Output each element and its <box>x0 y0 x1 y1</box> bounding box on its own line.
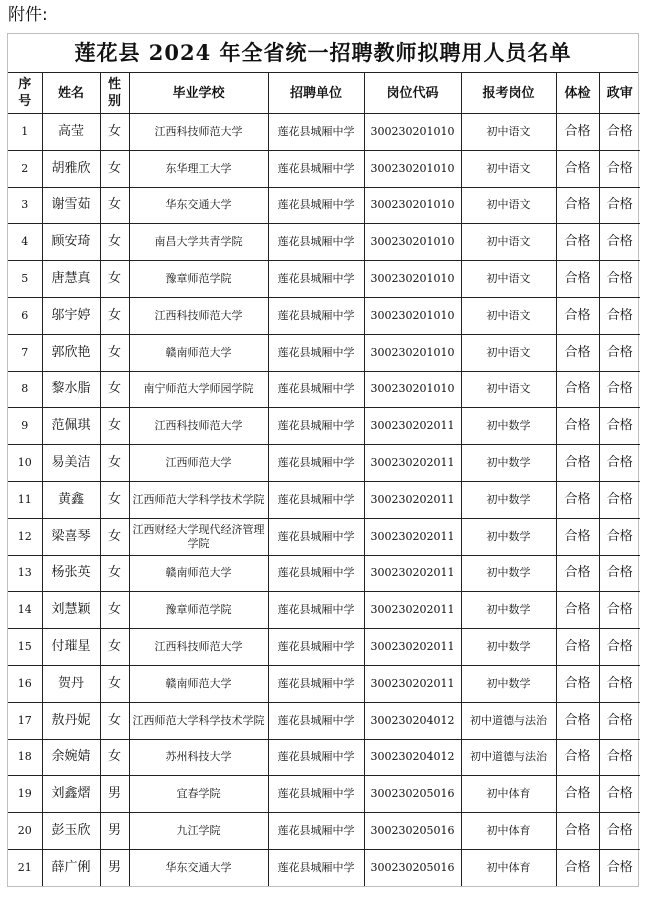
header-row <box>8 73 640 114</box>
table-row <box>8 481 640 518</box>
row-position: 初中数学 <box>461 592 556 629</box>
table-row <box>8 371 640 408</box>
row-position-code: 300230201010 <box>364 334 461 371</box>
row-no: 8 <box>8 371 42 408</box>
row-position-code: 300230201010 <box>364 114 461 151</box>
row-position: 初中语文 <box>461 334 556 371</box>
row-medical-check: 合格 <box>556 408 599 445</box>
row-position-code: 300230205016 <box>364 849 461 885</box>
table-row <box>8 224 640 261</box>
row-no: 5 <box>8 261 42 298</box>
row-unit: 莲花县城厢中学 <box>268 629 364 666</box>
row-unit: 莲花县城厢中学 <box>268 371 364 408</box>
row-position: 初中数学 <box>461 665 556 702</box>
row-unit: 莲花县城厢中学 <box>268 518 364 555</box>
row-no: 2 <box>8 150 42 187</box>
row-political-review: 合格 <box>599 629 640 666</box>
row-no: 6 <box>8 297 42 334</box>
table-row <box>8 813 640 850</box>
row-unit: 莲花县城厢中学 <box>268 261 364 298</box>
row-position-code: 300230202011 <box>364 592 461 629</box>
row-school: 江西科技师范大学 <box>129 297 268 334</box>
row-position: 初中语文 <box>461 224 556 261</box>
row-medical-check: 合格 <box>556 297 599 334</box>
row-medical-check: 合格 <box>556 592 599 629</box>
row-name: 薛广俐 <box>42 849 100 885</box>
row-school: 豫章师范学院 <box>129 592 268 629</box>
row-political-review: 合格 <box>599 849 640 885</box>
row-position-code: 300230204012 <box>364 739 461 776</box>
table-row <box>8 702 640 739</box>
table-row <box>8 297 640 334</box>
row-gender: 女 <box>100 665 129 702</box>
row-no: 4 <box>8 224 42 261</box>
row-name: 梁喜琴 <box>42 518 100 555</box>
row-school: 华东交通大学 <box>129 187 268 224</box>
row-medical-check: 合格 <box>556 555 599 592</box>
row-no: 7 <box>8 334 42 371</box>
row-name: 余婉婧 <box>42 739 100 776</box>
row-position: 初中数学 <box>461 481 556 518</box>
row-no: 1 <box>8 114 42 151</box>
row-political-review: 合格 <box>599 187 640 224</box>
table-row <box>8 776 640 813</box>
row-position: 初中道德与法治 <box>461 739 556 776</box>
table-row <box>8 555 640 592</box>
row-school: 江西科技师范大学 <box>129 629 268 666</box>
row-position: 初中数学 <box>461 629 556 666</box>
row-name: 黄鑫 <box>42 481 100 518</box>
row-position-code: 300230201010 <box>364 371 461 408</box>
row-name: 刘慧颖 <box>42 592 100 629</box>
row-no: 20 <box>8 813 42 850</box>
row-medical-check: 合格 <box>556 150 599 187</box>
row-medical-check: 合格 <box>556 776 599 813</box>
header-no: 序号 <box>8 73 42 114</box>
row-name: 易美洁 <box>42 445 100 482</box>
row-medical-check: 合格 <box>556 665 599 702</box>
row-no: 14 <box>8 592 42 629</box>
row-political-review: 合格 <box>599 261 640 298</box>
row-political-review: 合格 <box>599 150 640 187</box>
row-name: 范佩琪 <box>42 408 100 445</box>
row-political-review: 合格 <box>599 408 640 445</box>
row-no: 13 <box>8 555 42 592</box>
row-position: 初中体育 <box>461 849 556 885</box>
row-position: 初中语文 <box>461 297 556 334</box>
row-medical-check: 合格 <box>556 702 599 739</box>
row-medical-check: 合格 <box>556 114 599 151</box>
document-title: 莲花县 2024 年全省统一招聘教师拟聘用人员名单 <box>8 34 638 73</box>
row-position-code: 300230202011 <box>364 629 461 666</box>
row-no: 19 <box>8 776 42 813</box>
header-gender: 性别 <box>100 73 129 114</box>
row-unit: 莲花县城厢中学 <box>268 187 364 224</box>
row-gender: 女 <box>100 224 129 261</box>
row-name: 郭欣艳 <box>42 334 100 371</box>
table-row <box>8 261 640 298</box>
row-position: 初中语文 <box>461 187 556 224</box>
row-medical-check: 合格 <box>556 518 599 555</box>
row-school: 江西科技师范大学 <box>129 408 268 445</box>
row-gender: 女 <box>100 371 129 408</box>
row-gender: 女 <box>100 334 129 371</box>
row-gender: 女 <box>100 739 129 776</box>
row-political-review: 合格 <box>599 481 640 518</box>
row-position-code: 300230202011 <box>364 518 461 555</box>
row-position: 初中体育 <box>461 813 556 850</box>
row-position-code: 300230205016 <box>364 776 461 813</box>
row-political-review: 合格 <box>599 114 640 151</box>
row-gender: 女 <box>100 445 129 482</box>
row-name: 付璀星 <box>42 629 100 666</box>
row-no: 12 <box>8 518 42 555</box>
row-position-code: 300230202011 <box>364 481 461 518</box>
row-unit: 莲花县城厢中学 <box>268 555 364 592</box>
row-political-review: 合格 <box>599 813 640 850</box>
table-row <box>8 150 640 187</box>
row-gender: 女 <box>100 297 129 334</box>
row-gender: 女 <box>100 629 129 666</box>
row-name: 黎水脂 <box>42 371 100 408</box>
row-position: 初中体育 <box>461 776 556 813</box>
row-unit: 莲花县城厢中学 <box>268 114 364 151</box>
row-position-code: 300230202011 <box>364 408 461 445</box>
row-unit: 莲花县城厢中学 <box>268 224 364 261</box>
table-row <box>8 592 640 629</box>
row-no: 21 <box>8 849 42 885</box>
row-name: 杨张英 <box>42 555 100 592</box>
row-no: 11 <box>8 481 42 518</box>
header-political: 政审 <box>599 73 640 114</box>
roster-table <box>8 73 640 886</box>
row-position-code: 300230201010 <box>364 261 461 298</box>
row-school: 江西师范大学科学技术学院 <box>129 702 268 739</box>
row-school: 赣南师范大学 <box>129 665 268 702</box>
table-row <box>8 445 640 482</box>
row-gender: 女 <box>100 481 129 518</box>
row-medical-check: 合格 <box>556 813 599 850</box>
table-row <box>8 518 640 555</box>
row-no: 18 <box>8 739 42 776</box>
row-medical-check: 合格 <box>556 187 599 224</box>
row-unit: 莲花县城厢中学 <box>268 813 364 850</box>
row-school: 赣南师范大学 <box>129 334 268 371</box>
row-name: 贺丹 <box>42 665 100 702</box>
row-name: 唐慧真 <box>42 261 100 298</box>
row-position-code: 300230201010 <box>364 150 461 187</box>
row-position-code: 300230202011 <box>364 665 461 702</box>
row-position: 初中数学 <box>461 555 556 592</box>
row-no: 16 <box>8 665 42 702</box>
row-gender: 女 <box>100 518 129 555</box>
row-gender: 女 <box>100 408 129 445</box>
row-school: 东华理工大学 <box>129 150 268 187</box>
row-position: 初中语文 <box>461 371 556 408</box>
table-row <box>8 665 640 702</box>
table-row <box>8 629 640 666</box>
row-political-review: 合格 <box>599 665 640 702</box>
row-unit: 莲花县城厢中学 <box>268 297 364 334</box>
row-position: 初中数学 <box>461 518 556 555</box>
row-school: 南昌大学共青学院 <box>129 224 268 261</box>
row-name: 谢雪茹 <box>42 187 100 224</box>
row-unit: 莲花县城厢中学 <box>268 481 364 518</box>
row-medical-check: 合格 <box>556 739 599 776</box>
row-political-review: 合格 <box>599 445 640 482</box>
row-position: 初中数学 <box>461 445 556 482</box>
row-political-review: 合格 <box>599 371 640 408</box>
row-gender: 女 <box>100 261 129 298</box>
roster-sheet <box>7 33 639 887</box>
table-row <box>8 334 640 371</box>
row-medical-check: 合格 <box>556 334 599 371</box>
row-position-code: 300230205016 <box>364 813 461 850</box>
attachment-label: 附件: <box>8 5 48 25</box>
header-code: 岗位代码 <box>364 73 461 114</box>
row-political-review: 合格 <box>599 555 640 592</box>
row-name: 敖丹妮 <box>42 702 100 739</box>
header-medical: 体检 <box>556 73 599 114</box>
row-unit: 莲花县城厢中学 <box>268 665 364 702</box>
table-row <box>8 408 640 445</box>
table-row <box>8 187 640 224</box>
row-name: 刘鑫熠 <box>42 776 100 813</box>
header-school: 毕业学校 <box>129 73 268 114</box>
row-position-code: 300230204012 <box>364 702 461 739</box>
header-unit: 招聘单位 <box>268 73 364 114</box>
row-medical-check: 合格 <box>556 629 599 666</box>
row-position: 初中语文 <box>461 114 556 151</box>
row-no: 9 <box>8 408 42 445</box>
row-name: 邬宇婷 <box>42 297 100 334</box>
row-name: 彭玉欣 <box>42 813 100 850</box>
row-unit: 莲花县城厢中学 <box>268 445 364 482</box>
row-position: 初中道德与法治 <box>461 702 556 739</box>
table-row <box>8 849 640 885</box>
row-political-review: 合格 <box>599 334 640 371</box>
row-position-code: 300230201010 <box>364 297 461 334</box>
row-gender: 女 <box>100 114 129 151</box>
row-no: 3 <box>8 187 42 224</box>
row-school: 江西师范大学 <box>129 445 268 482</box>
row-unit: 莲花县城厢中学 <box>268 739 364 776</box>
row-political-review: 合格 <box>599 518 640 555</box>
row-unit: 莲花县城厢中学 <box>268 592 364 629</box>
row-unit: 莲花县城厢中学 <box>268 776 364 813</box>
row-no: 10 <box>8 445 42 482</box>
row-unit: 莲花县城厢中学 <box>268 849 364 885</box>
row-gender: 女 <box>100 702 129 739</box>
row-medical-check: 合格 <box>556 445 599 482</box>
row-position: 初中语文 <box>461 150 556 187</box>
row-political-review: 合格 <box>599 739 640 776</box>
row-political-review: 合格 <box>599 297 640 334</box>
row-no: 15 <box>8 629 42 666</box>
row-political-review: 合格 <box>599 702 640 739</box>
row-school: 江西师范大学科学技术学院 <box>129 481 268 518</box>
row-unit: 莲花县城厢中学 <box>268 702 364 739</box>
row-school: 南宁师范大学师园学院 <box>129 371 268 408</box>
row-gender: 男 <box>100 813 129 850</box>
table-row <box>8 114 640 151</box>
header-name: 姓名 <box>42 73 100 114</box>
row-political-review: 合格 <box>599 776 640 813</box>
row-school: 豫章师范学院 <box>129 261 268 298</box>
row-medical-check: 合格 <box>556 481 599 518</box>
row-political-review: 合格 <box>599 224 640 261</box>
row-position-code: 300230202011 <box>364 445 461 482</box>
row-position: 初中数学 <box>461 408 556 445</box>
row-school: 江西科技师范大学 <box>129 114 268 151</box>
header-position: 报考岗位 <box>461 73 556 114</box>
row-unit: 莲花县城厢中学 <box>268 408 364 445</box>
row-name: 胡雅欣 <box>42 150 100 187</box>
row-unit: 莲花县城厢中学 <box>268 334 364 371</box>
row-school: 华东交通大学 <box>129 849 268 885</box>
row-medical-check: 合格 <box>556 849 599 885</box>
row-school: 九江学院 <box>129 813 268 850</box>
row-school: 苏州科技大学 <box>129 739 268 776</box>
row-gender: 女 <box>100 187 129 224</box>
table-row <box>8 739 640 776</box>
row-gender: 男 <box>100 776 129 813</box>
row-medical-check: 合格 <box>556 261 599 298</box>
row-gender: 女 <box>100 555 129 592</box>
row-medical-check: 合格 <box>556 224 599 261</box>
row-gender: 女 <box>100 150 129 187</box>
row-gender: 女 <box>100 592 129 629</box>
row-school: 江西财经大学现代经济管理学院 <box>129 518 268 555</box>
row-gender: 男 <box>100 849 129 885</box>
row-name: 顾安琦 <box>42 224 100 261</box>
row-position-code: 300230202011 <box>364 555 461 592</box>
row-position-code: 300230201010 <box>364 224 461 261</box>
row-name: 高莹 <box>42 114 100 151</box>
row-position-code: 300230201010 <box>364 187 461 224</box>
row-school: 赣南师范大学 <box>129 555 268 592</box>
row-position: 初中语文 <box>461 261 556 298</box>
row-medical-check: 合格 <box>556 371 599 408</box>
row-political-review: 合格 <box>599 592 640 629</box>
row-unit: 莲花县城厢中学 <box>268 150 364 187</box>
row-school: 宜春学院 <box>129 776 268 813</box>
row-no: 17 <box>8 702 42 739</box>
